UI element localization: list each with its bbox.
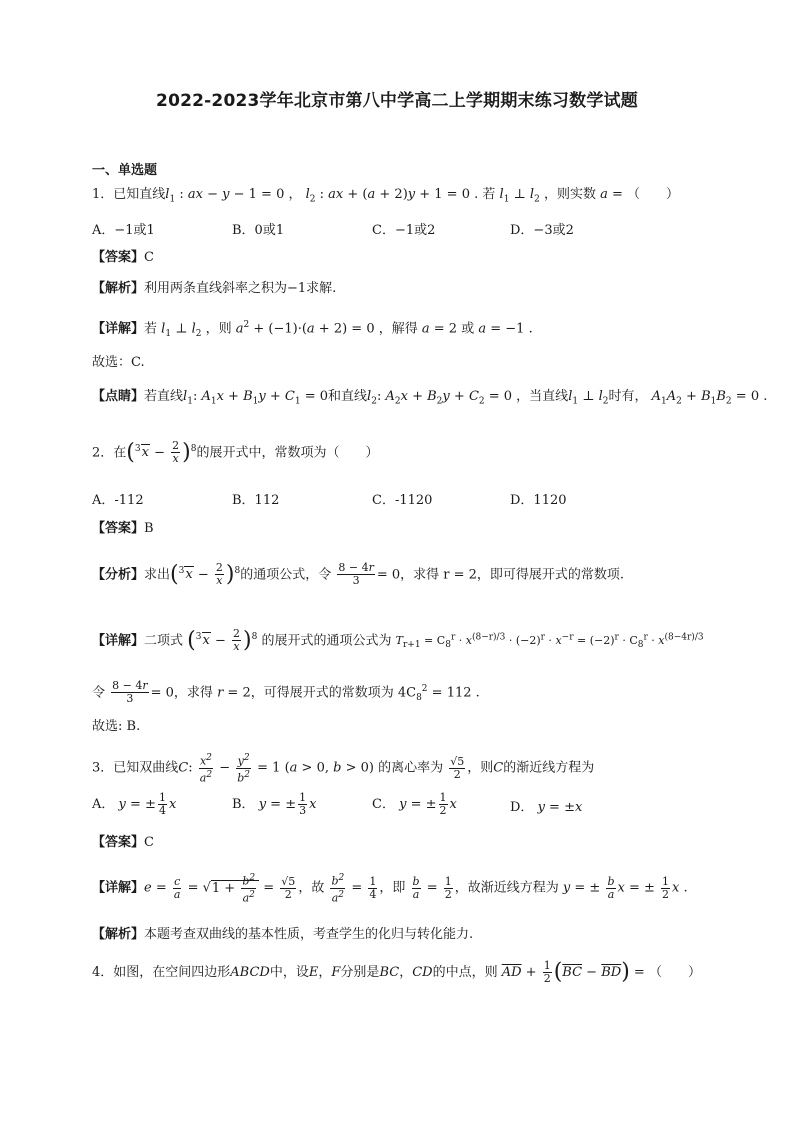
q3-option-a: A． y = ± $\frac{1}{4}$ x (92, 791, 177, 817)
q1-answer-value: C (144, 250, 154, 265)
q2-option-c: C．-1120 (372, 493, 433, 508)
q3-detail: 【详解】e = $\frac{c}{a}$ = √1 + $\frac{b^2}{a^2}$ = $\frac{√5}{2}$ ，故 $\frac{b^2}{a^2}$ = $\frac{1}{4}$ ，即 $\frac{b}{a}$ = $\frac{1}{2}$ ，故渐近线方程为 y = ± $\frac{b}{a}$ x = ± $\frac{1}{2}$ x . (92, 873, 688, 905)
q1-option-b: B．0或1 (232, 223, 285, 238)
detail-tag: 【详解】 (92, 321, 145, 337)
q2-detail-2: 令 $\frac{8 - 4r}{3}$ = 0，求得 r = 2，可得展开式的常数项为 $4C_8^2 = 112$ . (92, 679, 480, 706)
q2-stem-pre: 在 (113, 445, 127, 461)
q4-number: 4． (92, 965, 114, 980)
answer-tag: 【答案】 (92, 250, 145, 265)
analysis-tag: 【解析】 (92, 927, 145, 942)
q1-number: 1． (92, 187, 114, 202)
page-title: 2022-2023学年北京市第八中学高二上学期期末练习数学试题 (156, 91, 638, 111)
q3-stem: 3．已知双曲线C: $\frac{x^2}{a^2}$ − $\frac{y^2}{b^2}$ = 1 (a > 0, b > 0) 的离心率为 $\frac{√5}{2}$ ，则C的渐近线方程为 (92, 753, 595, 785)
q2-option-a: A．-112 (92, 493, 144, 508)
q3-answer-value: C (144, 835, 154, 850)
q2-detail-mid: 的展开式的通项公式为 (261, 633, 392, 649)
q2-number: 2． (92, 445, 114, 461)
analysis-tag: 【解析】 (92, 281, 145, 296)
q2-detail: 【详解】二项式 ($^3$x − $\frac{2}{x}$ )$^8$ 的展开式的通项公式为 $T_{r+1} = C_8^r \cdot x^{(8-r)/3} \cdot (-2)^r \cdot x^{-r} = (-2)^r \cdot C_8^r \cdot x^{(8-4r)/3}$ (92, 627, 704, 654)
q2-answer-value: B (144, 521, 154, 536)
q2-stem-post: 的展开式中，常数项为（ ） (196, 445, 379, 461)
q3-option-c: C． y = ± $\frac{1}{2}$ x (372, 791, 457, 817)
detail-tag: 【详解】 (92, 880, 145, 896)
q1-option-a: A．−1或1 (92, 223, 155, 238)
q1-choose: 故选：C. (92, 355, 145, 370)
q1-stem: 1．已知直线$l_1$ : ax − y − 1 = 0 ， $l_2$ : ax + (a + 2)y + 1 = 0 . 若 $l_1$ ⊥ $l_2$ ，则实数 a = （ ） (92, 187, 680, 205)
q3-option-d: D． y = ±x (510, 800, 583, 815)
q3-analysis (92, 926, 473, 944)
analysis-tag: 【分析】 (92, 567, 145, 583)
q2-analysis-post: = 0，求得 r = 2，即可得展开式的常数项. (376, 567, 625, 583)
section-heading: 一、单选题 (92, 163, 158, 178)
q1-option-c: C．−1或2 (372, 223, 436, 238)
note-tag: 【点睛】 (92, 389, 145, 404)
q2-option-d: D．1120 (510, 493, 567, 508)
q1-analysis-text: 利用两条直线斜率之积为−1求解. (144, 281, 337, 296)
q2-detail-pre: 二项式 (144, 633, 184, 649)
q2-stem: 2．在($^3$x − $\frac{2}{x}$ )$^8$的展开式中，常数项为（ ） (92, 439, 379, 466)
q1-option-d: D．−3或2 (510, 223, 574, 238)
q1-analysis (92, 280, 336, 298)
q2-option-b: B．112 (232, 493, 280, 508)
answer-tag: 【答案】 (92, 835, 145, 850)
q3-analysis-text: 本题考查双曲线的基本性质，考查学生的化归与转化能力. (144, 927, 474, 942)
q2-answer (92, 520, 154, 538)
q1-note: 【点睛】若直线$l_1$: $A_1x + B_1y + C_1 = 0$和直线$l_2$: $A_2x + B_2y + C_2 = 0$ ，当直线$l_1$ ⊥ $l_2$时有， $A_1A_2 + B_1B_2 = 0$ . (92, 389, 768, 407)
q3-option-b: B． y = ± $\frac{1}{3}$ x (232, 791, 317, 817)
detail-tag: 【详解】 (92, 633, 145, 649)
q1-answer (92, 249, 154, 267)
q2-analysis-pre: 求出 (144, 567, 171, 583)
q2-analysis: 【分析】求出($^3$x − $\frac{2}{x}$ )$^8$的通项公式，令 $\frac{8 - 4r}{3}$ = 0，求得 r = 2，即可得展开式的常数项. (92, 561, 625, 588)
q3-answer (92, 834, 154, 852)
q1-detail: 【详解】若 $l_1$ ⊥ $l_2$ ，则 $a^2 + (-1)\cdot(a + 2) = 0$ ，解得 a = 2 或 a = −1 . (92, 320, 533, 339)
answer-tag: 【答案】 (92, 521, 145, 536)
q3-number: 3． (92, 760, 114, 776)
q4-stem: 4．如图，在空间四边形ABCD中，设E，F分别是BC，CD的中点，则 $\overline{AD}$ + $\frac{1}{2}$ $(\overline{BC} - \overline{BD})$ = （ ） (92, 959, 701, 985)
q2-analysis-mid: 的通项公式，令 (240, 567, 332, 583)
q2-choose: 故选: B. (92, 719, 141, 734)
